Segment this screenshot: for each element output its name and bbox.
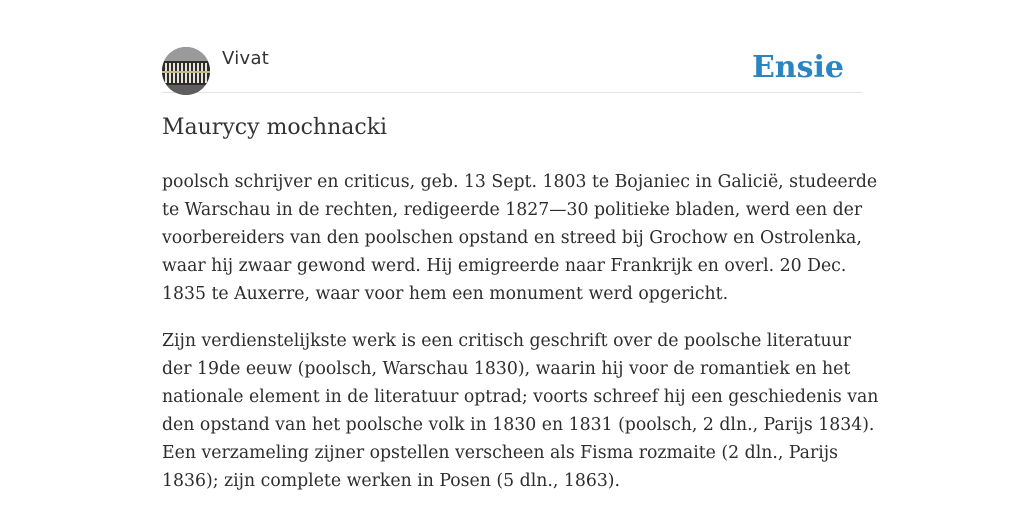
- article-body: [162, 168, 882, 514]
- article-paragraph: Zijn verdienstelijkste werk is een critisch geschrift over de poolsche literatuur der 19de eeuw (poolsch, Warschau 1830), waarin hij voor de romantiek en het nationale element in de literatuur optrad; voorts schreef hij een geschiedenis van den opstand van het poolsche volk in 1830 en 1831 (poolsch, 2 dln., Parijs 1834). Een verzameling zijner opstellen verscheen als Fisma rozmaite (2 dln., Parijs 1836); zijn complete werken in Posen (5 dln., 1863).: [162, 331, 879, 491]
- article-title: Maurycy mochnacki: [162, 115, 388, 140]
- author-name[interactable]: Vivat: [222, 48, 270, 69]
- site-header: [162, 46, 862, 93]
- brand-logo[interactable]: Ensie: [751, 50, 844, 85]
- article-paragraph: poolsch schrijver en criticus, geb. 13 Sept. 1803 te Bojaniec in Galicië, studeerde te Warschau in de rechten, redigeerde 1827—30 politieke bladen, werd een der voorbereiders van den poolschen opstand en streed bij Grochow en Ostrolenka, waar hij zwaar gewond werd. Hij emigreerde naar Frankrijk en overl. 20 Dec. 1835 te Auxerre, waar voor hem een monument werd opgericht.: [162, 172, 878, 304]
- library-books-avatar-icon: [162, 47, 210, 95]
- author-avatar[interactable]: [162, 47, 210, 95]
